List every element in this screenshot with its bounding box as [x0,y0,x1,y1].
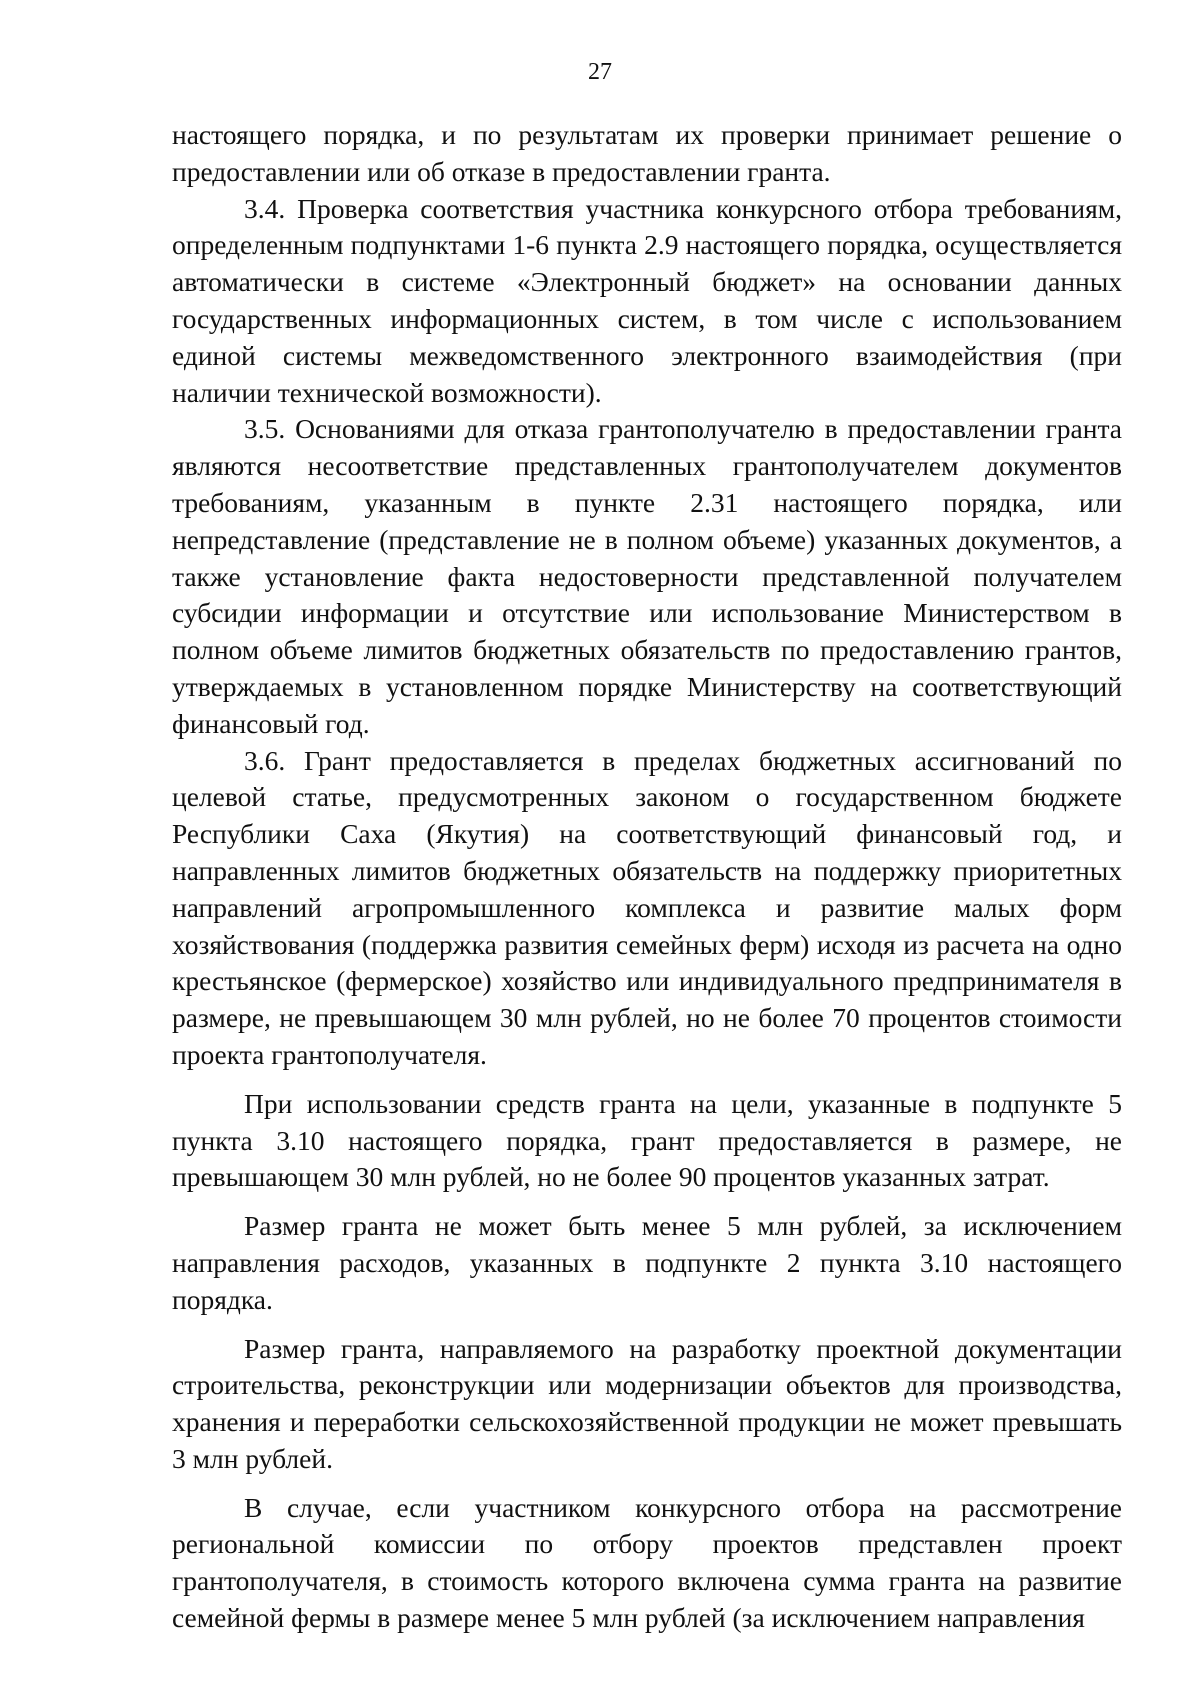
paragraph-grant-minimum: Размер гранта не может быть менее 5 млн рублей, за исключением направления расходов, указанных в подпункте 2 пункта 3.10 настоящего порядка. [172,1210,1122,1315]
paragraph-family-farm: В случае, если участником конкурсного отбора на рассмотрение региональной комиссии по отбору проектов представлен проект грантополучателя, в стоимость которого включена сумма гранта на развитие семейной фермы в размере менее 5 млн рублей (за исключением направления [172,1491,1122,1634]
paragraph-3-5: 3.5. Основаниями для отказа грантополучателю в предоставлении гранта являются несоответствие представленных грантополучателем документов требованиям, указанным в пункте 2.31 настоящего порядка, или непредставление (представление не в полном объеме) указанных документов, а также установление факта недостоверности представленной получателем субсидии информации и отсутствие или использование Министерством в полном объеме лимитов бюджетных обязательств по предоставлению грантов, утверждаемых в установленном порядке Министерству на соответствующий финансовый год. [172,413,1122,739]
paragraph-3-6: 3.6. Грант предоставляется в пределах бюджетных ассигнований по целевой статье, предусмотренных законом о государственном бюджете Республики Саха (Якутия) на соответствующий финансовый год, и направленных лимитов бюджетных обязательств на поддержку приоритетных направлений агропромышленного комплекса и развитие малых форм хозяйствования (поддержка развития семейных ферм) исходя из расчета на одно крестьянское (фермерское) хозяйство или индивидуального предпринимателя в размере, не превышающем 30 млн рублей, но не более 70 процентов стоимости проекта грантополучателя. [172,744,1122,1070]
document-body [172,117,1122,1637]
page-number: 27 [588,59,612,85]
paragraph-design-documentation: Размер гранта, направляемого на разработку проектной документации строительства, реконструкции или модернизации объектов для производства, хранения и переработки сельскохозяйственной продукции не может превышать 3 млн рублей. [172,1332,1122,1474]
paragraph-grant-use: При использовании средств гранта на цели, указанные в подпункте 5 пункта 3.10 настоящего порядка, грант предоставляется в размере, не превышающем 30 млн рублей, но не более 90 процентов указанных затрат. [172,1087,1122,1193]
paragraph-continuation: настоящего порядка, и по результатам их проверки принимает решение о предоставлении или об отказе в предоставлении гранта. [172,119,1122,187]
paragraph-3-4: 3.4. Проверка соответствия участника конкурсного отбора требованиям, определенным подпунктами 1-6 пункта 2.9 настоящего порядка, осуществляется автоматически в системе «Электронный бюджет» на основании данных государственных информационных систем, в том числе с использованием единой системы межведомственного электронного взаимодействия (при наличии технической возможности). [172,192,1122,408]
